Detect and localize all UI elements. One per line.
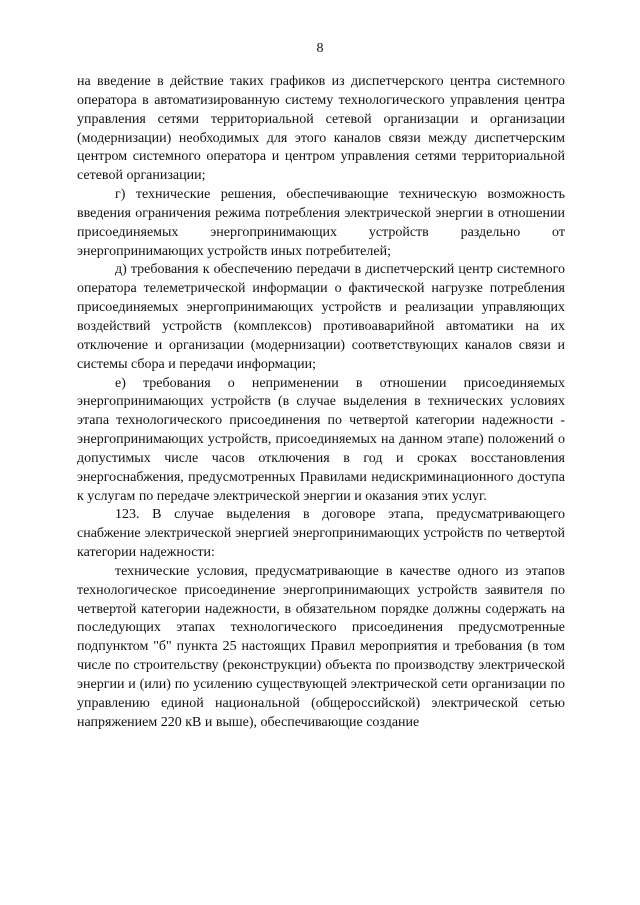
paragraph-clause-123: 123. В случае выделения в договоре этапа, предусматривающего снабжение электрической энергией энергопринимающих устройств по четвертой категории надежности: [77,507,565,561]
paragraph-item-e: е) требования о неприменении в отношении присоединяемых энергопринимающих устройств (в случае выделения в технических условиях этапа технологического присоединения по четвертой категории надежности - энергопринимающих устройств, присоединяемых на данном этапе) положений о допустимых числе часов отключения в год и сроках восстановления энергоснабжения, предусмотренных Правилами недискриминационного доступа к услугам по передаче электрической энергии и оказания этих услуг. [77,375,565,504]
paragraph-technical-conditions: технические условия, предусматривающие в качестве одного из этапов технологическое присоединение энергопринимающих устройств заявителя по четвертой категории надежности, в обязательном порядке должны содержать на последующих этапах технологического присоединения предусмотренные подпунктом "б" пункта 25 настоящих Правил мероприятия и требования (в том числе по строительству (реконструкции) объекта по производству электрической энергии и (или) по усилению существующей электрической сети организации по управлению единой национальной (общероссийской) электрической сетью напряжением 220 кВ и выше), обеспечивающие создание [77,563,565,730]
paragraph-item-g: г) технические решения, обеспечивающие техническую возможность введения ограничения режима потребления электрической энергии в отношении присоединяемых энергопринимающих устройств раздельно от энергопринимающих устройств иных потребителей; [77,187,565,259]
document-body [77,73,565,733]
paragraph-item-d: д) требования к обеспечению передачи в диспетчерский центр системного оператора телеметрической информации о фактической нагрузке потребления присоединяемых энергопринимающих устройств и реализации управляющих воздействий устройств (комплексов) противоаварийной автоматики на их отключение и организации (модернизации) соответствующих каналов связи и системы сбора и передачи информации; [77,262,565,372]
paragraph-continuation: на введение в действие таких графиков из диспетчерского центра системного оператора в автоматизированную систему технологического управления центра управления сетями территориальной сетевой организации и организации (модернизации) необходимых для этого каналов связи между диспетчерским центром системного оператора и центром управления сетями территориальной сетевой организации; [77,74,565,184]
page-number: 8 [316,41,324,56]
